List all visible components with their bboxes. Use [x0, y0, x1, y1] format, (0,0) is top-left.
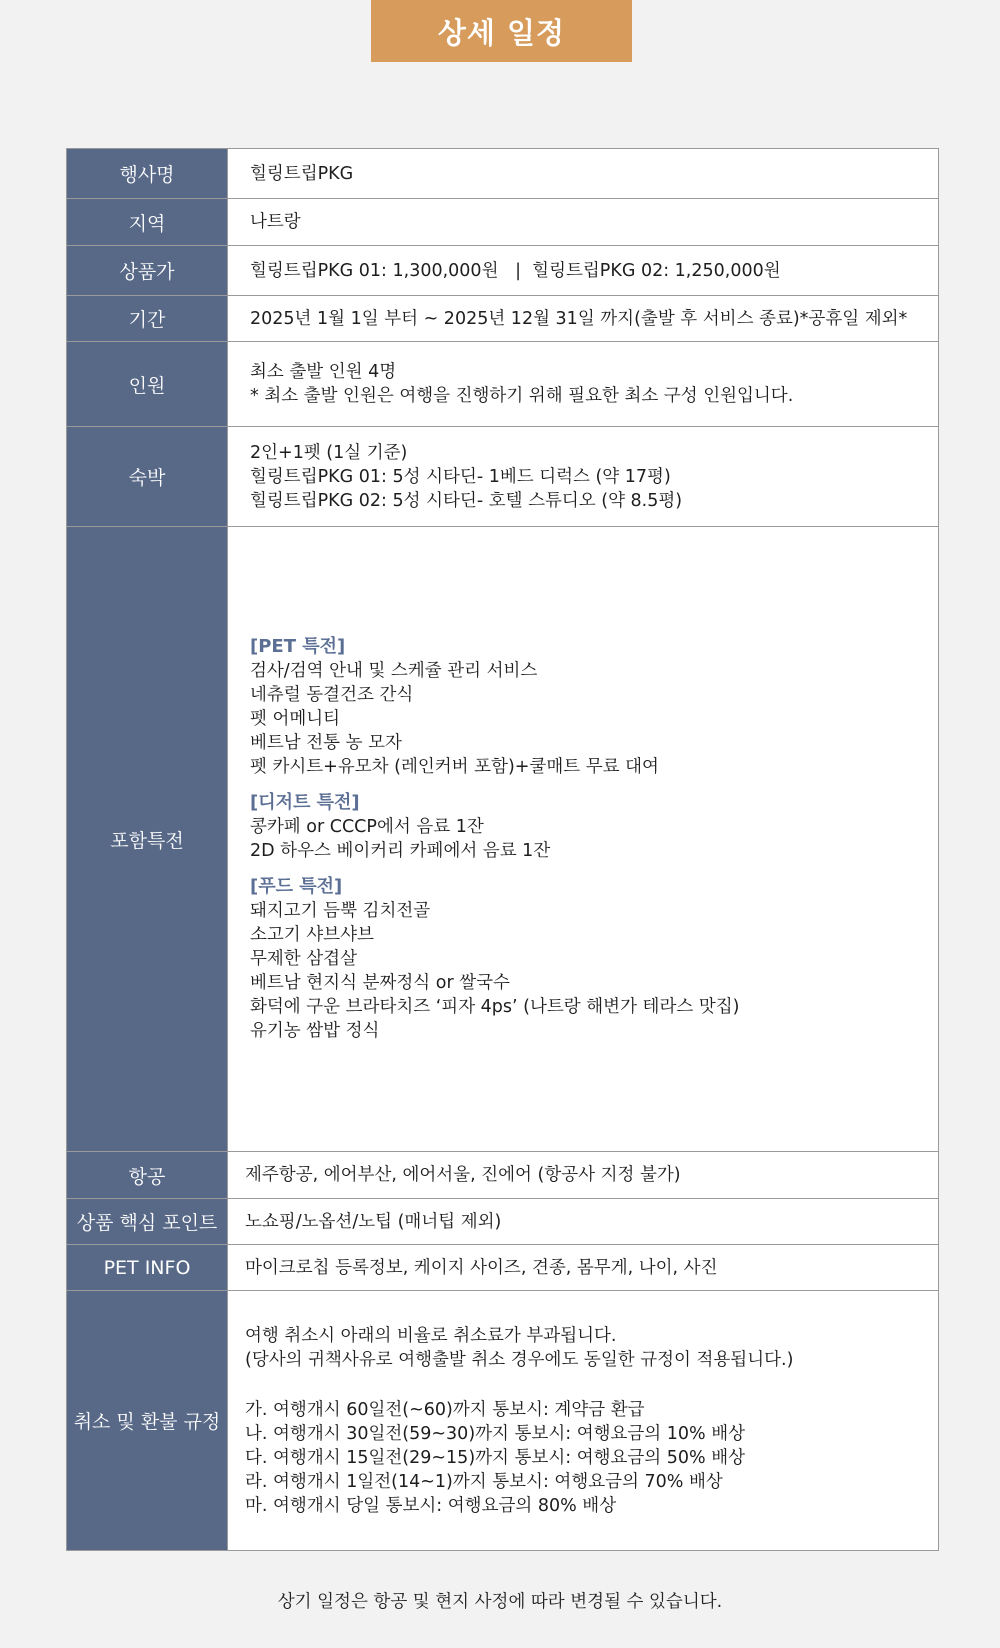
spacer — [245, 1372, 938, 1398]
benefit-item: 베트남 전통 농 모자 — [250, 733, 402, 753]
benefit-section-title: [디저트 특전] — [250, 792, 360, 813]
benefit-item: 소고기 샤브샤브 — [250, 925, 374, 945]
page-title: 상세 일정 — [371, 0, 632, 62]
row-value: 2025년 1월 1일 부터 ~ 2025년 12월 31일 까지(출발 후 서비스 종료)*공휴일 제외* — [228, 296, 939, 342]
row-label: 취소 및 환불 규정 — [67, 1291, 228, 1551]
footer-note: 상기 일정은 항공 및 현지 사정에 따라 변경될 수 있습니다. — [277, 1592, 723, 1612]
row-value: 노쇼핑/노옵션/노팁 (매너팁 제외) — [228, 1199, 939, 1245]
cancel-intro: 여행 취소시 아래의 비율로 취소료가 부과됩니다. — [245, 1325, 617, 1346]
benefit-item: 펫 어메니티 — [250, 709, 341, 729]
row-value: 나트랑 — [228, 199, 939, 246]
benefit-item: 콩카페 or CCCP에서 음료 1잔 — [250, 817, 484, 837]
row-people — [67, 342, 939, 427]
row-label: 숙박 — [67, 427, 228, 527]
cancel-rule: 라. 여행개시 1일전(14~1)까지 통보시: 여행요금의 70% 배상 — [245, 1471, 723, 1492]
row-value — [228, 527, 939, 1152]
row-value: 힐링트립PKG — [228, 149, 939, 199]
row-period — [67, 296, 939, 342]
row-event — [67, 149, 939, 199]
row-label: 항공 — [67, 1152, 228, 1199]
row-region — [67, 199, 939, 246]
people-line: 최소 출발 인원 4명 — [250, 362, 397, 382]
benefit-section-pet — [250, 635, 938, 779]
benefit-section-title: [푸드 특전] — [250, 876, 343, 897]
row-price — [67, 246, 939, 296]
row-label: PET INFO — [67, 1245, 228, 1291]
cancel-intro: (당사의 귀책사유로 여행출발 취소 경우에도 동일한 규정이 적용됩니다.) — [245, 1349, 794, 1370]
people-line: * 최소 출발 인원은 여행을 진행하기 위해 필요한 최소 구성 인원입니다. — [250, 386, 794, 406]
benefit-item: 돼지고기 듬뿍 김치전골 — [250, 901, 431, 921]
row-value: 힐링트립PKG 01: 1,300,000원 | 힐링트립PKG 02: 1,250,000원 — [228, 246, 939, 296]
benefit-section-title: [PET 특전] — [250, 636, 346, 657]
row-cancel — [67, 1291, 939, 1551]
cancel-rule: 마. 여행개시 당일 통보시: 여행요금의 80% 배상 — [245, 1495, 617, 1516]
row-label: 지역 — [67, 199, 228, 246]
row-value — [228, 427, 939, 527]
row-label: 상품 핵심 포인트 — [67, 1199, 228, 1245]
stay-line: 힐링트립PKG 01: 5성 시타딘- 1베드 디럭스 (약 17평) — [250, 466, 671, 487]
row-label: 인원 — [67, 342, 228, 427]
benefit-item: 유기농 쌈밥 정식 — [250, 1021, 380, 1041]
row-label: 포함특전 — [67, 527, 228, 1152]
benefit-section-food — [250, 875, 938, 1043]
row-value — [228, 342, 939, 427]
benefit-item: 화덕에 구운 브라타치즈 ‘피자 4ps’ (나트랑 해변가 테라스 맛집) — [250, 997, 740, 1017]
benefit-item: 베트남 현지식 분짜정식 or 쌀국수 — [250, 973, 510, 993]
row-stay — [67, 427, 939, 527]
row-benefits — [67, 527, 939, 1152]
cancel-rule: 나. 여행개시 30일전(59~30)까지 통보시: 여행요금의 10% 배상 — [245, 1423, 746, 1444]
cancel-rule: 다. 여행개시 15일전(29~15)까지 통보시: 여행요금의 50% 배상 — [245, 1447, 746, 1468]
benefit-item: 네츄럴 동결건조 간식 — [250, 685, 414, 705]
row-airline — [67, 1152, 939, 1199]
cancel-rule: 가. 여행개시 60일전(~60)까지 통보시: 계약금 환급 — [245, 1399, 645, 1420]
benefit-item: 무제한 삼겹살 — [250, 949, 357, 969]
row-value: 마이크로칩 등록정보, 케이지 사이즈, 견종, 몸무게, 나이, 사진 — [228, 1245, 939, 1291]
stay-line: 힐링트립PKG 02: 5성 시타딘- 호텔 스튜디오 (약 8.5평) — [250, 490, 683, 511]
row-label: 상품가 — [67, 246, 228, 296]
row-label: 기간 — [67, 296, 228, 342]
row-point — [67, 1199, 939, 1245]
row-value — [228, 1291, 939, 1551]
row-pet-info — [67, 1245, 939, 1291]
benefit-item: 검사/검역 안내 및 스케쥴 관리 서비스 — [250, 661, 538, 681]
benefit-section-dessert — [250, 791, 938, 863]
row-value: 제주항공, 에어부산, 에어서울, 진에어 (항공사 지정 불가) — [228, 1152, 939, 1199]
benefit-item: 펫 카시트+유모차 (레인커버 포함)+쿨매트 무료 대여 — [250, 757, 659, 777]
stay-line: 2인+1펫 (1실 기준) — [250, 442, 408, 463]
row-label: 행사명 — [67, 149, 228, 199]
schedule-table — [66, 148, 939, 1551]
benefit-item: 2D 하우스 베이커리 카페에서 음료 1잔 — [250, 841, 551, 861]
